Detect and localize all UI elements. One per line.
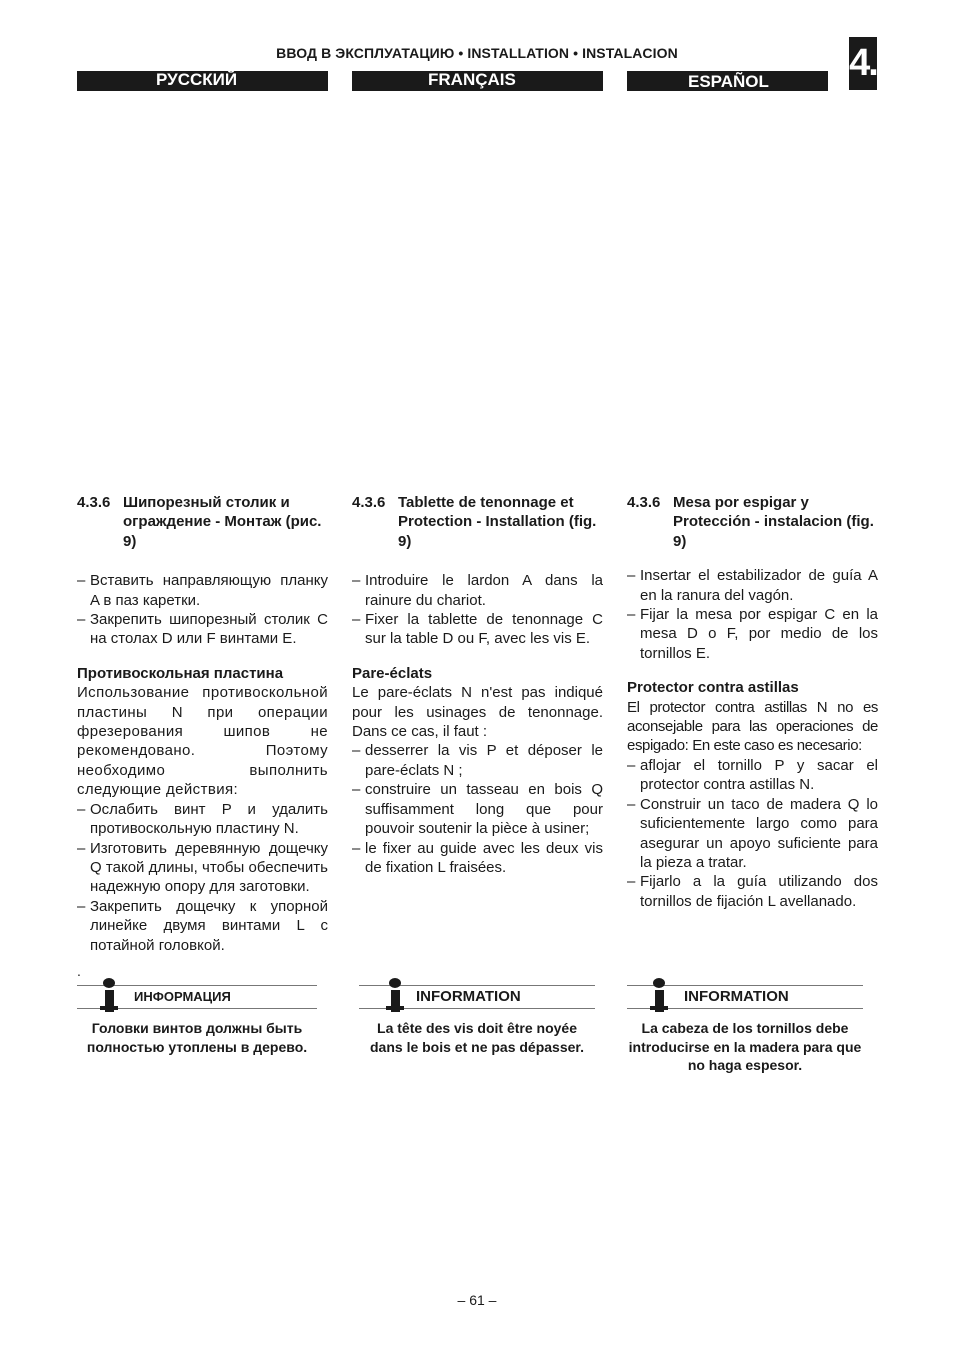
language-label-russian: РУССКИЙ <box>156 70 238 89</box>
section-title: Mesa por espigar y Protección - instalacion (fig. 9) <box>673 494 874 550</box>
list-item: – Fijarlo a la guía utilizando dos tornillos de fijación L avellanado. <box>627 873 878 910</box>
list-item: – Construir un taco de madera Q lo suficientemente largo como para asegurar un apoyo suficiente para la pieza a tratar. <box>627 795 878 871</box>
list-item: – Fixer la tablette de tenonnage C sur la table D ou F, avec les vis E. <box>352 611 603 648</box>
language-bar-spanish <box>627 71 828 91</box>
info-bar <box>77 985 317 1009</box>
info-label: ИНФОРМАЦИЯ <box>134 989 231 1004</box>
info-label: INFORMATION <box>684 988 789 1005</box>
list-item: – Изготовить деревянную дощечку Q такой длины, чтобы обеспечить надежную опору для заготовки. <box>77 839 328 896</box>
info-text: Головки винтов должны быть полностью утоплены в дерево. <box>86 1020 308 1055</box>
list-item: – le fixer au guide avec les deux vis de fixation L fraisées. <box>352 839 603 876</box>
column-french <box>352 493 603 877</box>
section-number: 4.3.6 <box>627 494 661 511</box>
section-heading <box>352 493 603 551</box>
header-title <box>0 45 954 61</box>
language-bar-french <box>352 71 603 91</box>
section-number: 4.3.6 <box>77 494 111 511</box>
chapter-badge: 4. <box>849 37 877 90</box>
info-icon <box>388 978 402 1012</box>
info-box-spanish <box>627 985 863 1075</box>
list-item: – Ослабить винт P и удалить противоскольную пластину N. <box>77 800 328 838</box>
section-title: Шипорезный столик и ограждение - Монтаж (рис. 9) <box>123 494 322 550</box>
language-label-spanish: ESPAÑOL <box>688 72 769 91</box>
section-title: Tablette de tenonnage et Protection - Installation (fig. 9) <box>398 494 597 550</box>
info-label: INFORMATION <box>416 988 521 1005</box>
section-number: 4.3.6 <box>352 494 386 511</box>
info-box-french <box>359 985 595 1056</box>
list-item: – desserrer la vis P et déposer le pare-éclats N ; <box>352 742 603 779</box>
info-text: La cabeza de los tornillos debe introducirse en la madera para que no haga espesor. <box>628 1020 862 1073</box>
language-bar-russian <box>77 71 328 91</box>
language-label-french: FRANÇAIS <box>428 70 516 89</box>
subsection-heading: Protector contra astillas <box>627 679 799 697</box>
list-item: – Fijar la mesa por espigar C en la mesa D o F, por medio de los tornillos E. <box>627 606 878 662</box>
subsection-heading: Pare-éclats <box>352 664 433 682</box>
subsection-paragraph: Использование противоскольной пластины N при операции фрезерования шипов не рекомендовано. Поэтому необходимо выполнить следующие действия: <box>77 684 328 799</box>
list-item: – aflojar el tornillo P y sacar el protector contra astillas N. <box>627 756 878 794</box>
list-item: – Закрепить шипорезный столик C на столах D или F винтами E. <box>77 611 328 648</box>
list-item: – Закрепить дощечку к упорной линейке двумя винтами L с потайной головкой. <box>77 897 328 954</box>
info-icon <box>652 978 666 1012</box>
page-number: – 61 – <box>457 1292 497 1308</box>
section-heading <box>627 493 878 551</box>
list-item: – construire un tasseau en bois Q suffisamment long que pour pouvoir soutenir la pièce à usiner; <box>352 781 603 838</box>
column-russian <box>77 493 328 955</box>
info-icon <box>102 978 116 1012</box>
info-box-russian <box>77 985 317 1056</box>
info-bar <box>359 985 595 1009</box>
info-text: La tête des vis doit être noyée dans le bois et ne pas dépasser. <box>370 1020 584 1055</box>
info-bar <box>627 985 863 1009</box>
section-heading <box>77 493 328 551</box>
column-spanish <box>627 493 878 911</box>
subsection-heading: Противоскольная пластина <box>77 664 284 682</box>
list-item: – Вставить направляющую планку A в паз каретки. <box>77 572 328 609</box>
stray-mark: . <box>77 963 81 979</box>
list-item: – Introduire le lardon A dans la rainure du chariot. <box>352 572 603 609</box>
list-item: – Insertar el estabilizador de guía A en la ranura del vagón. <box>627 567 878 604</box>
header-title-text: ВВОД В ЭКСПЛУАТАЦИЮ • INSTALLATION • INSTALACION <box>276 45 678 61</box>
subsection-paragraph: Le pare-éclats N n'est pas indiqué pour les usinages de tenonnage. Dans ce cas, il faut : <box>352 684 603 741</box>
subsection-paragraph: El protector contra astillas N no es aconsejable para las operaciones de espigado: En este caso es necesario: <box>627 698 878 755</box>
